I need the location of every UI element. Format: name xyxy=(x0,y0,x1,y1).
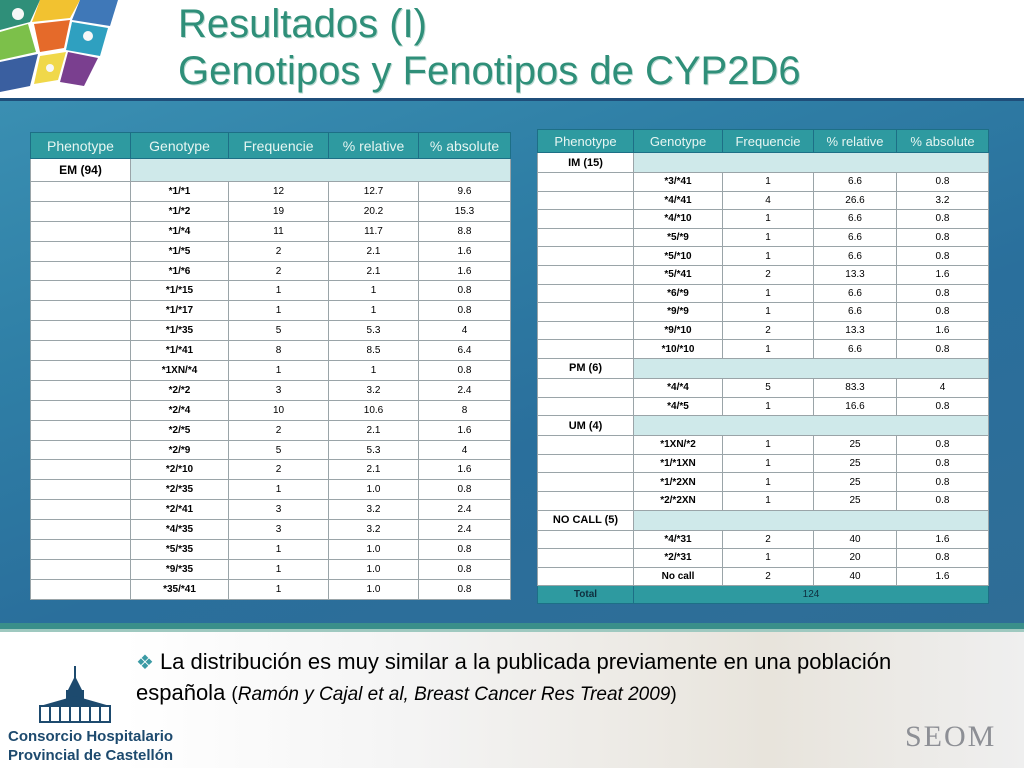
phenotype-cell xyxy=(31,182,131,202)
table-header-row xyxy=(538,130,989,153)
phenotype-cell xyxy=(31,520,131,540)
relative-cell: 10.6 xyxy=(329,400,419,420)
genotype-cell: *1/*5 xyxy=(131,241,229,261)
genotype-cell: *6/*9 xyxy=(634,284,723,303)
table-row xyxy=(538,247,989,266)
frequencie-cell: 4 xyxy=(723,191,814,210)
header-frequencie: Frequencie xyxy=(723,130,814,153)
genotype-cell: *5/*41 xyxy=(634,265,723,284)
frequencie-cell: 2 xyxy=(723,530,814,549)
genotype-cell: *2/*31 xyxy=(634,549,723,568)
table-row xyxy=(538,530,989,549)
citation-open-paren: ( xyxy=(231,684,238,705)
genotype-cell: *9/*35 xyxy=(131,559,229,579)
relative-cell: 40 xyxy=(814,567,897,586)
genotype-cell: *1/*17 xyxy=(131,301,229,321)
header-relative: % relative xyxy=(329,133,419,159)
genotype-table-left xyxy=(30,132,511,600)
frequencie-cell: 1 xyxy=(229,281,329,301)
phenotype-label: UM (4) xyxy=(538,416,634,436)
table-header-row xyxy=(31,133,511,159)
genotype-cell: *1/*1XN xyxy=(634,454,723,473)
phenotype-cell xyxy=(31,361,131,381)
absolute-cell: 0.8 xyxy=(897,397,989,416)
table-row xyxy=(31,361,511,381)
absolute-cell: 1.6 xyxy=(897,530,989,549)
frequencie-cell: 1 xyxy=(723,473,814,492)
absolute-cell: 0.8 xyxy=(897,454,989,473)
relative-cell: 6.6 xyxy=(814,210,897,229)
phenotype-cell xyxy=(31,480,131,500)
frequencie-cell: 3 xyxy=(229,520,329,540)
relative-cell: 6.6 xyxy=(814,247,897,266)
absolute-cell: 1.6 xyxy=(419,241,511,261)
relative-cell: 13.3 xyxy=(814,265,897,284)
phenotype-cell xyxy=(31,460,131,480)
phenotype-cell xyxy=(31,261,131,281)
phenotype-group-row xyxy=(538,153,989,173)
absolute-cell: 1.6 xyxy=(419,460,511,480)
phenotype-cell xyxy=(31,380,131,400)
relative-cell: 1.0 xyxy=(329,579,419,599)
frequencie-cell: 2 xyxy=(229,420,329,440)
absolute-cell: 0.8 xyxy=(897,549,989,568)
table-row xyxy=(31,301,511,321)
frequencie-cell: 1 xyxy=(229,579,329,599)
relative-cell: 83.3 xyxy=(814,378,897,397)
frequencie-cell: 1 xyxy=(723,491,814,510)
phenotype-cell xyxy=(538,397,634,416)
table-row xyxy=(31,400,511,420)
phenotype-cell xyxy=(31,559,131,579)
phenotype-cell xyxy=(538,173,634,192)
relative-cell: 25 xyxy=(814,491,897,510)
bullet-diamond-icon: ❖ xyxy=(136,652,154,674)
absolute-cell: 0.8 xyxy=(419,540,511,560)
phenotype-label: NO CALL (5) xyxy=(538,510,634,530)
absolute-cell: 4 xyxy=(419,321,511,341)
genotype-cell: *1XN/*2 xyxy=(634,436,723,455)
frequencie-cell: 1 xyxy=(723,454,814,473)
genotype-cell: *9/*10 xyxy=(634,321,723,340)
organization-name-line-1: Consorcio Hospitalario xyxy=(8,728,174,745)
relative-cell: 5.3 xyxy=(329,321,419,341)
genotype-cell: *1XN/*4 xyxy=(131,361,229,381)
table-row xyxy=(31,579,511,599)
frequencie-cell: 1 xyxy=(229,559,329,579)
frequencie-cell: 1 xyxy=(723,340,814,359)
frequencie-cell: 1 xyxy=(229,480,329,500)
relative-cell: 3.2 xyxy=(329,520,419,540)
absolute-cell: 0.8 xyxy=(419,559,511,579)
table-row xyxy=(538,265,989,284)
relative-cell: 6.6 xyxy=(814,228,897,247)
header-phenotype: Phenotype xyxy=(31,133,131,159)
table-row xyxy=(538,303,989,322)
genotype-cell: No call xyxy=(634,567,723,586)
genotype-cell: *1/*35 xyxy=(131,321,229,341)
genotype-cell: *1/*2 xyxy=(131,201,229,221)
relative-cell: 3.2 xyxy=(329,500,419,520)
phenotype-cell xyxy=(31,400,131,420)
phenotype-cell xyxy=(538,473,634,492)
frequencie-cell: 12 xyxy=(229,182,329,202)
absolute-cell: 0.8 xyxy=(897,436,989,455)
phenotype-cell xyxy=(538,549,634,568)
table-row xyxy=(538,567,989,586)
table-row xyxy=(31,341,511,361)
genotype-cell: *1/*6 xyxy=(131,261,229,281)
genotype-cell: *2/*35 xyxy=(131,480,229,500)
genotype-cell: *1/*15 xyxy=(131,281,229,301)
table-row xyxy=(31,440,511,460)
table-body xyxy=(538,153,989,586)
citation-close-paren: ) xyxy=(670,684,677,705)
relative-cell: 6.6 xyxy=(814,303,897,322)
absolute-cell: 0.8 xyxy=(897,247,989,266)
frequencie-cell: 11 xyxy=(229,221,329,241)
phenotype-cell xyxy=(538,265,634,284)
phenotype-cell xyxy=(31,341,131,361)
total-label: Total xyxy=(538,586,634,604)
frequencie-cell: 1 xyxy=(723,173,814,192)
relative-cell: 1 xyxy=(329,361,419,381)
genotype-cell: *2/*4 xyxy=(131,400,229,420)
genotype-cell: *5/*10 xyxy=(634,247,723,266)
genotype-table-right xyxy=(537,129,989,604)
table-row xyxy=(31,261,511,281)
phenotype-group-fill xyxy=(131,159,511,182)
table-row xyxy=(31,281,511,301)
relative-cell: 1 xyxy=(329,301,419,321)
phenotype-cell xyxy=(31,440,131,460)
genotype-cell: *5/*35 xyxy=(131,540,229,560)
bullet-main-text: La distribución es muy similar a la publicada previamente en una población española xyxy=(136,649,892,705)
absolute-cell: 4 xyxy=(897,378,989,397)
table-row xyxy=(31,221,511,241)
phenotype-label: PM (6) xyxy=(538,358,634,378)
table-row xyxy=(31,182,511,202)
header-genotype: Genotype xyxy=(634,130,723,153)
genotype-cell: *4/*5 xyxy=(634,397,723,416)
frequencie-cell: 3 xyxy=(229,380,329,400)
phenotype-cell xyxy=(31,579,131,599)
relative-cell: 8.5 xyxy=(329,341,419,361)
table-row xyxy=(538,284,989,303)
phenotype-group-fill xyxy=(634,416,989,436)
phenotype-cell xyxy=(538,454,634,473)
absolute-cell: 8 xyxy=(419,400,511,420)
table-row xyxy=(31,241,511,261)
relative-cell: 13.3 xyxy=(814,321,897,340)
header-absolute: % absolute xyxy=(897,130,989,153)
relative-cell: 20.2 xyxy=(329,201,419,221)
relative-cell: 1.0 xyxy=(329,559,419,579)
absolute-cell: 0.8 xyxy=(897,284,989,303)
genotype-cell: *5/*9 xyxy=(634,228,723,247)
relative-cell: 2.1 xyxy=(329,460,419,480)
genotype-cell: *2/*2XN xyxy=(634,491,723,510)
genotype-cell: *4/*35 xyxy=(131,520,229,540)
genotype-cell: *4/*4 xyxy=(634,378,723,397)
phenotype-cell xyxy=(538,567,634,586)
phenotype-cell xyxy=(538,303,634,322)
frequencie-cell: 8 xyxy=(229,341,329,361)
absolute-cell: 9.6 xyxy=(419,182,511,202)
table-row xyxy=(538,173,989,192)
relative-cell: 2.1 xyxy=(329,241,419,261)
phenotype-cell xyxy=(538,247,634,266)
frequencie-cell: 2 xyxy=(723,265,814,284)
absolute-cell: 1.6 xyxy=(897,567,989,586)
frequencie-cell: 1 xyxy=(723,397,814,416)
relative-cell: 25 xyxy=(814,436,897,455)
relative-cell: 12.7 xyxy=(329,182,419,202)
table-row xyxy=(538,321,989,340)
table-row xyxy=(31,380,511,400)
phenotype-group-fill xyxy=(634,510,989,530)
phenotype-cell xyxy=(31,420,131,440)
genotype-cell: *4/*10 xyxy=(634,210,723,229)
frequencie-cell: 2 xyxy=(229,241,329,261)
table-body xyxy=(31,159,511,600)
genotype-cell: *4/*31 xyxy=(634,530,723,549)
frequencie-cell: 1 xyxy=(723,284,814,303)
frequencie-cell: 1 xyxy=(723,228,814,247)
relative-cell: 1.0 xyxy=(329,540,419,560)
frequencie-cell: 1 xyxy=(723,436,814,455)
frequencie-cell: 2 xyxy=(229,261,329,281)
relative-cell: 25 xyxy=(814,473,897,492)
phenotype-group-row xyxy=(31,159,511,182)
phenotype-cell xyxy=(31,201,131,221)
relative-cell: 26.6 xyxy=(814,191,897,210)
phenotype-group-row xyxy=(538,416,989,436)
table-row xyxy=(538,228,989,247)
frequencie-cell: 5 xyxy=(229,440,329,460)
relative-cell: 20 xyxy=(814,549,897,568)
phenotype-cell xyxy=(31,221,131,241)
phenotype-cell xyxy=(538,530,634,549)
genotype-cell: *2/*5 xyxy=(131,420,229,440)
genotype-cell: *9/*9 xyxy=(634,303,723,322)
genotype-cell: *35/*41 xyxy=(131,579,229,599)
absolute-cell: 1.6 xyxy=(897,321,989,340)
phenotype-cell xyxy=(31,241,131,261)
phenotype-cell xyxy=(538,228,634,247)
absolute-cell: 2.4 xyxy=(419,380,511,400)
title-line-1: Resultados (I) xyxy=(178,2,427,46)
relative-cell: 3.2 xyxy=(329,380,419,400)
frequencie-cell: 5 xyxy=(723,378,814,397)
table-row xyxy=(538,210,989,229)
phenotype-cell xyxy=(538,340,634,359)
phenotype-cell xyxy=(31,281,131,301)
phenotype-group-fill xyxy=(634,358,989,378)
table-row xyxy=(31,559,511,579)
table-row xyxy=(538,454,989,473)
relative-cell: 2.1 xyxy=(329,261,419,281)
absolute-cell: 2.4 xyxy=(419,520,511,540)
relative-cell: 2.1 xyxy=(329,420,419,440)
absolute-cell: 1.6 xyxy=(897,265,989,284)
header-frequencie: Frequencie xyxy=(229,133,329,159)
absolute-cell: 0.8 xyxy=(419,480,511,500)
genotype-cell: *2/*41 xyxy=(131,500,229,520)
absolute-cell: 8.8 xyxy=(419,221,511,241)
seom-logo: SEOM xyxy=(905,720,997,753)
relative-cell: 40 xyxy=(814,530,897,549)
frequencie-cell: 5 xyxy=(229,321,329,341)
absolute-cell: 0.8 xyxy=(897,340,989,359)
relative-cell: 11.7 xyxy=(329,221,419,241)
table-row xyxy=(538,549,989,568)
frequencie-cell: 2 xyxy=(723,321,814,340)
table-row xyxy=(31,460,511,480)
table-row xyxy=(31,201,511,221)
relative-cell: 25 xyxy=(814,454,897,473)
phenotype-group-fill xyxy=(634,153,989,173)
relative-cell: 6.6 xyxy=(814,284,897,303)
relative-cell: 6.6 xyxy=(814,340,897,359)
phenotype-label: IM (15) xyxy=(538,153,634,173)
table-row xyxy=(31,520,511,540)
total-value: 124 xyxy=(634,586,989,604)
genotype-cell: *1/*1 xyxy=(131,182,229,202)
table-row xyxy=(31,420,511,440)
absolute-cell: 0.8 xyxy=(419,361,511,381)
phenotype-cell xyxy=(31,321,131,341)
phenotype-cell xyxy=(538,210,634,229)
table-row xyxy=(31,540,511,560)
frequencie-cell: 10 xyxy=(229,400,329,420)
phenotype-cell xyxy=(538,378,634,397)
genotype-cell: *1/*2XN xyxy=(634,473,723,492)
absolute-cell: 0.8 xyxy=(897,491,989,510)
relative-cell: 6.6 xyxy=(814,173,897,192)
table-row xyxy=(538,340,989,359)
table-row xyxy=(31,480,511,500)
phenotype-cell xyxy=(538,284,634,303)
absolute-cell: 0.8 xyxy=(897,210,989,229)
genotype-cell: *3/*41 xyxy=(634,173,723,192)
relative-cell: 5.3 xyxy=(329,440,419,460)
absolute-cell: 0.8 xyxy=(419,579,511,599)
header xyxy=(0,0,1024,98)
absolute-cell: 15.3 xyxy=(419,201,511,221)
genotype-cell: *1/*4 xyxy=(131,221,229,241)
absolute-cell: 0.8 xyxy=(419,301,511,321)
title-line-2: Genotipos y Fenotipos de CYP2D6 xyxy=(178,49,801,93)
header-relative: % relative xyxy=(814,130,897,153)
genotype-cell: *1/*41 xyxy=(131,341,229,361)
absolute-cell: 1.6 xyxy=(419,261,511,281)
phenotype-cell xyxy=(31,500,131,520)
phenotype-cell xyxy=(538,491,634,510)
frequencie-cell: 1 xyxy=(723,247,814,266)
genotype-cell: *10/*10 xyxy=(634,340,723,359)
frequencie-cell: 2 xyxy=(229,460,329,480)
frequencie-cell: 19 xyxy=(229,201,329,221)
frequencie-cell: 1 xyxy=(723,303,814,322)
mosaic-logo-icon xyxy=(0,0,120,98)
table-row xyxy=(31,500,511,520)
absolute-cell: 6.4 xyxy=(419,341,511,361)
phenotype-group-row xyxy=(538,358,989,378)
phenotype-cell xyxy=(538,321,634,340)
absolute-cell: 1.6 xyxy=(419,420,511,440)
phenotype-cell xyxy=(31,301,131,321)
relative-cell: 1 xyxy=(329,281,419,301)
absolute-cell: 4 xyxy=(419,440,511,460)
phenotype-cell xyxy=(31,540,131,560)
genotype-cell: *4/*41 xyxy=(634,191,723,210)
header-genotype: Genotype xyxy=(131,133,229,159)
absolute-cell: 2.4 xyxy=(419,500,511,520)
table-row xyxy=(538,473,989,492)
genotype-cell: *2/*10 xyxy=(131,460,229,480)
organization-name-line-2: Provincial de Castellón xyxy=(8,747,174,764)
header-phenotype: Phenotype xyxy=(538,130,634,153)
absolute-cell: 0.8 xyxy=(419,281,511,301)
relative-cell: 16.6 xyxy=(814,397,897,416)
frequencie-cell: 1 xyxy=(229,301,329,321)
frequencie-cell: 2 xyxy=(723,567,814,586)
absolute-cell: 0.8 xyxy=(897,228,989,247)
frequencie-cell: 1 xyxy=(229,540,329,560)
table-row xyxy=(538,397,989,416)
frequencie-cell: 1 xyxy=(723,549,814,568)
absolute-cell: 0.8 xyxy=(897,473,989,492)
bullet-text xyxy=(136,647,936,710)
relative-cell: 1.0 xyxy=(329,480,419,500)
table-row xyxy=(538,378,989,397)
phenotype-cell xyxy=(538,191,634,210)
frequencie-cell: 1 xyxy=(723,210,814,229)
genotype-cell: *2/*2 xyxy=(131,380,229,400)
phenotype-group-row xyxy=(538,510,989,530)
absolute-cell: 3.2 xyxy=(897,191,989,210)
frequencie-cell: 1 xyxy=(229,361,329,381)
genotype-cell: *2/*9 xyxy=(131,440,229,460)
absolute-cell: 0.8 xyxy=(897,173,989,192)
table-row xyxy=(31,321,511,341)
table-row xyxy=(538,491,989,510)
frequencie-cell: 3 xyxy=(229,500,329,520)
phenotype-label: EM (94) xyxy=(31,159,131,182)
absolute-cell: 0.8 xyxy=(897,303,989,322)
phenotype-cell xyxy=(538,436,634,455)
table-row xyxy=(538,191,989,210)
table-row xyxy=(538,436,989,455)
header-absolute: % absolute xyxy=(419,133,511,159)
citation-text: Ramón y Cajal et al, Breast Cancer Res Treat 2009 xyxy=(237,684,671,705)
total-row xyxy=(538,586,989,604)
